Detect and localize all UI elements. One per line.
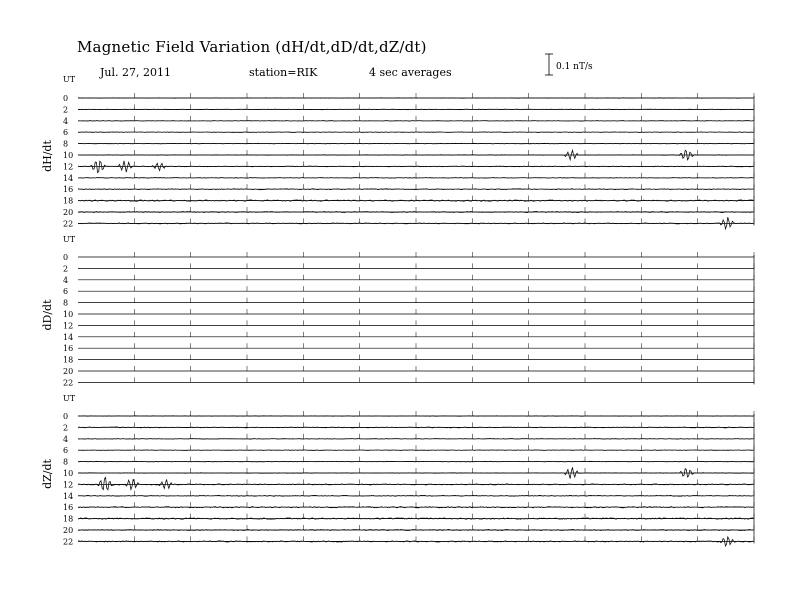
hour-label: 8	[63, 298, 69, 308]
trace-row	[63, 184, 754, 194]
hour-label: 4	[63, 116, 69, 126]
hour-label: 4	[63, 434, 69, 444]
trace-row	[63, 161, 754, 173]
trace-row	[63, 467, 754, 478]
trace-row	[63, 116, 754, 126]
trace-row	[63, 298, 754, 308]
magnetic-trace	[78, 98, 753, 99]
magnetic-trace	[78, 189, 753, 190]
hour-label: 8	[63, 457, 69, 467]
trace-row	[63, 309, 754, 319]
hour-label: 10	[63, 310, 74, 319]
trace-row	[63, 502, 754, 512]
panel-0	[41, 75, 754, 229]
hour-label: 22	[63, 219, 74, 229]
magnetic-trace	[78, 109, 753, 110]
hour-label: 12	[63, 321, 74, 331]
trace-row	[63, 422, 754, 432]
trace-row	[63, 104, 754, 114]
trace-row	[63, 377, 754, 387]
trace-row	[63, 275, 754, 285]
hour-label: 2	[63, 264, 69, 274]
hour-label: 10	[63, 469, 74, 478]
trace-row	[63, 366, 754, 376]
trace-row	[63, 139, 754, 149]
hour-label: 0	[63, 253, 69, 262]
scale-bar	[545, 54, 593, 75]
trace-row	[63, 217, 754, 229]
hour-label: 16	[63, 344, 74, 354]
hour-label: 2	[63, 105, 69, 115]
magnetic-trace	[78, 200, 753, 201]
scale-label: 0.1 nT/s	[556, 62, 593, 72]
hour-label: 2	[63, 423, 69, 433]
trace-row	[63, 196, 754, 206]
trace-row	[63, 525, 754, 535]
trace-row	[63, 150, 754, 160]
magnetic-trace	[78, 150, 753, 159]
hour-label: 20	[63, 526, 74, 535]
hour-label: 6	[63, 287, 69, 297]
magnetic-trace	[78, 518, 753, 519]
trace-row	[63, 263, 754, 273]
panel-axis-label: dH/dt	[41, 140, 54, 172]
hour-label: 18	[63, 196, 74, 206]
panels-container	[41, 75, 754, 546]
hour-label: 6	[63, 128, 69, 138]
ut-label: UT	[63, 235, 76, 244]
trace-row	[63, 445, 754, 455]
trace-row	[63, 514, 754, 524]
magnetic-trace	[78, 416, 753, 417]
hour-label: 18	[63, 514, 74, 524]
hour-label: 20	[63, 367, 74, 376]
trace-row	[63, 478, 754, 490]
trace-row	[63, 127, 754, 137]
hour-label: 8	[63, 139, 69, 149]
hour-label: 16	[63, 185, 74, 195]
magnetic-trace	[78, 467, 753, 478]
hour-label: 18	[63, 355, 74, 365]
hour-label: 12	[63, 480, 74, 490]
hour-label: 12	[63, 162, 74, 172]
panel-2	[41, 394, 754, 546]
magnetic-trace	[78, 143, 753, 144]
trace-row	[63, 93, 754, 103]
magnetic-trace	[78, 478, 753, 490]
trace-row	[63, 491, 754, 501]
trace-row	[63, 252, 754, 262]
hour-label: 20	[63, 208, 74, 217]
hour-label: 14	[63, 491, 74, 501]
station-label: station=RIK	[249, 66, 318, 79]
panel-1	[41, 235, 754, 387]
trace-row	[63, 320, 754, 330]
trace-row	[63, 457, 754, 467]
trace-row	[63, 411, 754, 421]
trace-row	[63, 286, 754, 296]
hour-label: 14	[63, 173, 74, 183]
trace-row	[63, 332, 754, 342]
trace-row	[63, 355, 754, 365]
magnetic-trace	[78, 217, 753, 229]
hour-label: 4	[63, 275, 69, 285]
magnetic-trace	[78, 211, 753, 212]
panel-axis-label: dD/dt	[41, 299, 54, 331]
trace-row	[63, 343, 754, 353]
hour-label: 22	[63, 537, 74, 547]
panel-axis-label: dZ/dt	[41, 459, 54, 489]
hour-label: 6	[63, 446, 69, 456]
ut-label: UT	[63, 75, 76, 84]
ut-label: UT	[63, 394, 76, 403]
magnetic-trace	[78, 177, 753, 178]
trace-row	[63, 207, 754, 217]
hour-label: 16	[63, 503, 74, 513]
trace-row	[63, 173, 754, 183]
averaging-label: 4 sec averages	[369, 66, 452, 79]
magnetic-trace	[78, 461, 753, 462]
hour-label: 0	[63, 94, 69, 103]
magnetic-trace	[78, 121, 753, 122]
hour-label: 0	[63, 412, 69, 421]
date-label: Jul. 27, 2011	[100, 66, 171, 79]
hour-label: 14	[63, 332, 74, 342]
trace-row	[63, 536, 754, 546]
hour-label: 10	[63, 151, 74, 160]
trace-row	[63, 434, 754, 444]
hour-label: 22	[63, 378, 74, 388]
chart-title: Magnetic Field Variation (dH/dt,dD/dt,dZ/dt)	[77, 38, 427, 56]
